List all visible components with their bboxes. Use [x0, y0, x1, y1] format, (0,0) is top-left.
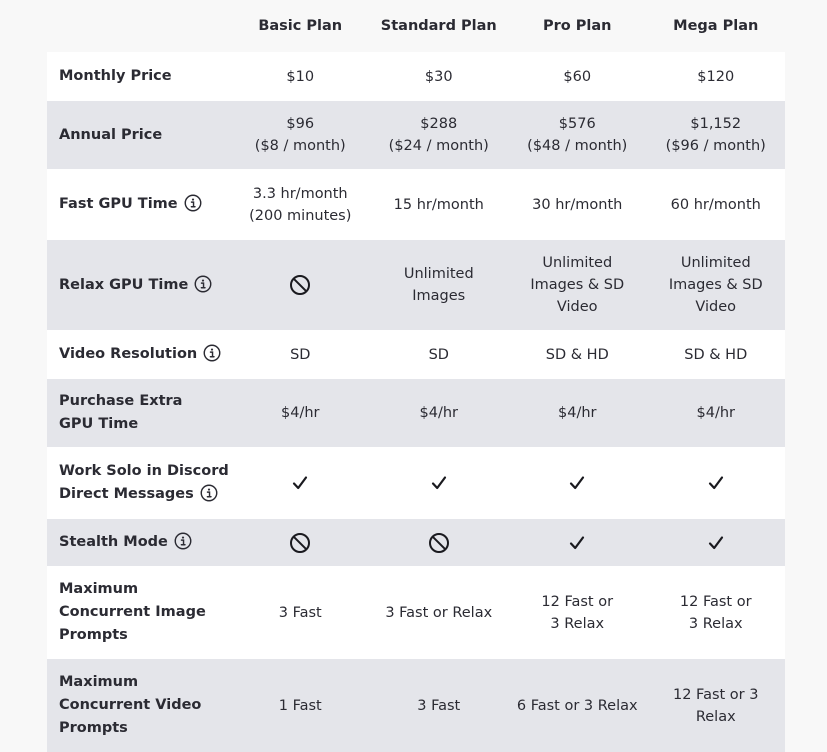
checkmark-icon: [289, 472, 311, 494]
cell-value-line: $30: [424, 68, 453, 85]
cell-mega: [647, 591, 786, 635]
cell-standard: [370, 344, 509, 366]
cell-pro: [508, 472, 647, 494]
cell-basic: [231, 695, 370, 717]
row-label-line: GPU Time: [59, 416, 139, 432]
table-row: [47, 52, 785, 100]
cell-value-line: ($8 / month): [254, 138, 346, 154]
table-row: [47, 169, 785, 239]
info-icon[interactable]: [203, 344, 221, 362]
cell-standard: [370, 472, 509, 494]
row-label: [47, 193, 231, 216]
row-label: [47, 124, 231, 147]
cell-pro: [508, 591, 647, 635]
cell-value-line: $576: [558, 116, 596, 132]
info-icon[interactable]: [194, 275, 212, 293]
cell-value-line: $4/hr: [281, 405, 320, 421]
table-row: [47, 100, 785, 169]
row-label: [47, 531, 231, 554]
header-basic-plan: Basic Plan: [258, 18, 343, 34]
cell-pro: [508, 695, 647, 717]
row-label: [47, 390, 231, 436]
checkmark-icon: [566, 472, 588, 494]
cell-value-line: 3 Fast: [278, 604, 322, 621]
cell-value-line: $4/hr: [696, 405, 735, 421]
cell-mega: [647, 66, 786, 88]
cell-standard: [370, 402, 509, 424]
not-included-icon: [289, 274, 311, 296]
row-label: [47, 343, 231, 366]
cell-value-line: 12 Fast or 3: [673, 686, 759, 703]
cell-mega: [647, 252, 786, 318]
row-label: [47, 274, 231, 297]
cell-value-line: Unlimited: [403, 266, 474, 282]
cell-mega: [647, 113, 786, 157]
cell-mega: [647, 472, 786, 494]
cell-pro: [508, 66, 647, 88]
cell-value-line: 15 hr/month: [393, 196, 484, 213]
table-row: [47, 378, 785, 447]
cell-mega: [647, 684, 786, 728]
cell-value-line: 60 hr/month: [670, 196, 761, 213]
table-row: [47, 330, 785, 378]
cell-value-line: ($24 / month): [388, 138, 489, 154]
row-label-line: Stealth Mode: [59, 534, 168, 550]
cell-value-line: $60: [563, 68, 592, 85]
cell-mega: [647, 532, 786, 554]
cell-value-line: Unlimited: [542, 255, 613, 271]
info-icon[interactable]: [184, 194, 202, 212]
cell-standard: [370, 194, 509, 216]
row-label-line: Fast GPU Time: [59, 196, 178, 212]
cell-standard: [370, 602, 509, 624]
info-icon[interactable]: [200, 484, 218, 502]
cell-value-line: 3 Relax: [688, 615, 743, 632]
not-included-icon: [428, 532, 450, 554]
table-row: [47, 518, 785, 566]
cell-pro: [508, 194, 647, 216]
cell-value-line: 30 hr/month: [532, 196, 623, 213]
cell-value-line: $288: [420, 116, 458, 132]
cell-value-line: 12 Fast or: [679, 593, 752, 610]
cell-value-line: Images & SD: [668, 277, 763, 293]
cell-basic: [231, 113, 370, 157]
cell-standard: [370, 532, 509, 554]
cell-value-line: Relax: [695, 708, 736, 725]
info-icon[interactable]: [174, 532, 192, 550]
cell-pro: [508, 344, 647, 366]
cell-value-line: $4/hr: [419, 405, 458, 421]
not-included-icon: [289, 532, 311, 554]
cell-value-line: 12 Fast or: [541, 593, 614, 610]
table-row: [47, 447, 785, 518]
cell-pro: [508, 402, 647, 424]
cell-standard: [370, 263, 509, 307]
cell-value-line: SD & HD: [684, 346, 748, 363]
row-label: [47, 65, 231, 88]
row-label-line: Annual Price: [59, 126, 163, 143]
cell-basic: [231, 402, 370, 424]
cell-standard: [370, 695, 509, 717]
row-label-line: Relax GPU Time: [59, 276, 189, 293]
table-row: [47, 566, 785, 658]
cell-value-line: 3 Relax: [550, 615, 605, 632]
cell-basic: [231, 274, 370, 296]
row-label: [47, 671, 231, 740]
checkmark-icon: [566, 532, 588, 554]
cell-value-line: (200 minutes): [249, 207, 352, 224]
cell-basic: [231, 183, 370, 227]
row-label-line: Purchase Extra: [59, 393, 183, 409]
checkmark-icon: [705, 532, 727, 554]
cell-value-line: 3 Fast or Relax: [385, 604, 493, 621]
cell-value-line: $120: [697, 68, 735, 85]
header-pro-plan: Pro Plan: [543, 18, 612, 34]
cell-standard: [370, 113, 509, 157]
cell-value-line: $1,152: [690, 116, 742, 132]
cell-value-line: Images & SD: [530, 277, 625, 293]
cell-basic: [231, 66, 370, 88]
cell-value-line: ($48 / month): [527, 138, 628, 154]
row-label-line: Concurrent Video: [59, 697, 202, 713]
cell-value-line: $10: [286, 68, 315, 85]
cell-basic: [231, 472, 370, 494]
row-label-line: Concurrent Image: [59, 604, 206, 620]
cell-value-line: 6 Fast or 3 Relax: [516, 697, 638, 714]
row-label-line: Prompts: [59, 627, 128, 643]
table-row: [47, 239, 785, 330]
header-standard-plan: Standard Plan: [380, 18, 497, 34]
header-mega-plan: Mega Plan: [673, 18, 759, 34]
cell-value-line: Video: [695, 299, 737, 315]
cell-mega: [647, 344, 786, 366]
cell-pro: [508, 532, 647, 554]
cell-value-line: 1 Fast: [278, 697, 322, 714]
cell-value-line: $96: [286, 116, 315, 132]
row-label: [47, 578, 231, 647]
row-label-line: Monthly Price: [59, 68, 172, 84]
cell-value-line: SD: [428, 346, 449, 363]
row-label-line: Direct Messages: [59, 486, 194, 502]
cell-value-line: $4/hr: [558, 405, 597, 421]
row-label: [47, 460, 231, 506]
cell-value-line: 3.3 hr/month: [252, 185, 348, 202]
cell-basic: [231, 602, 370, 624]
plan-comparison-table: [47, 0, 785, 752]
cell-value-line: Video: [556, 299, 598, 315]
row-label-line: Work Solo in Discord: [59, 463, 229, 479]
cell-value-line: Images: [412, 288, 466, 304]
row-label-line: Prompts: [59, 720, 128, 736]
checkmark-icon: [428, 472, 450, 494]
row-label-line: Maximum: [59, 674, 139, 690]
row-label-line: Video Resolution: [59, 346, 198, 362]
cell-value-line: SD & HD: [545, 346, 609, 363]
cell-basic: [231, 344, 370, 366]
cell-value-line: Unlimited: [680, 255, 751, 271]
cell-pro: [508, 252, 647, 318]
cell-value-line: ($96 / month): [665, 138, 766, 154]
cell-mega: [647, 402, 786, 424]
checkmark-icon: [705, 472, 727, 494]
row-label-line: Maximum: [59, 581, 139, 597]
cell-standard: [370, 66, 509, 88]
cell-value-line: SD: [290, 346, 311, 363]
cell-mega: [647, 194, 786, 216]
cell-value-line: 3 Fast: [417, 697, 461, 714]
cell-pro: [508, 113, 647, 157]
table-row: [47, 658, 785, 752]
table-header-row: [47, 0, 785, 52]
cell-basic: [231, 532, 370, 554]
